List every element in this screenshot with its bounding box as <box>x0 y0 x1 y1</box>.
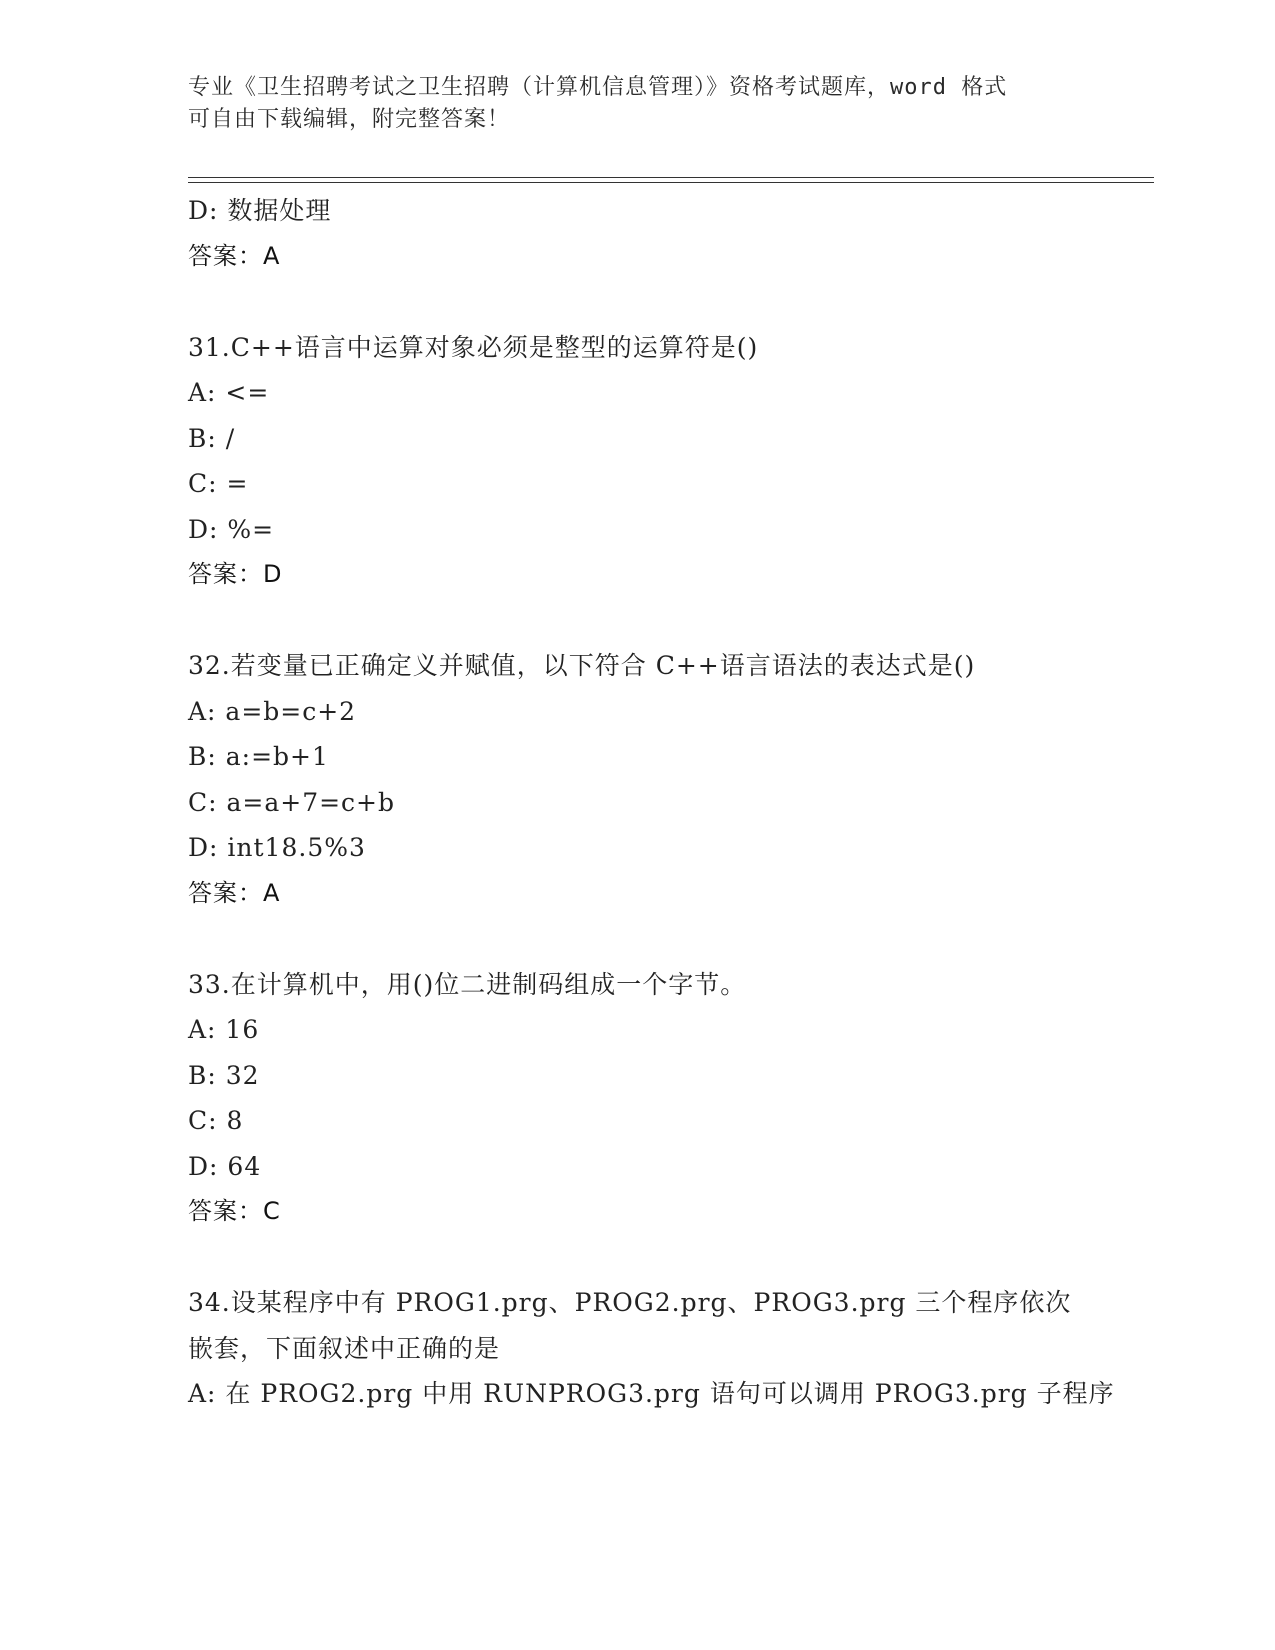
option-b: B: a:=b+1 <box>188 742 329 771</box>
option-a: A: <= <box>188 378 270 407</box>
prev-answer: 答案：A <box>188 241 281 270</box>
spacer <box>188 916 1128 962</box>
question-31 <box>188 325 1128 598</box>
question-stem: 33.在计算机中，用()位二进制码组成一个字节。 <box>188 969 747 999</box>
answer: 答案：A <box>188 878 281 907</box>
option-a: A: a=b=c+2 <box>188 696 357 726</box>
question-33 <box>188 962 1128 1235</box>
answer: 答案：D <box>188 560 283 588</box>
question-34 <box>188 1280 1128 1417</box>
spacer <box>188 1235 1128 1281</box>
option-d: D: %= <box>188 514 275 544</box>
header-line-2: 可自由下载编辑，附完整答案！ <box>188 107 511 132</box>
option-a: A: 在 PROG2.prg 中用 RUNPROG3.prg 语句可以调用 PROG3.prg 子程序 <box>188 1379 1115 1408</box>
option-c: C: = <box>188 469 249 498</box>
question-32 <box>188 643 1128 916</box>
option-d: D: 64 <box>188 1151 262 1181</box>
question-stem: 34.设某程序中有 PROG1.prg、PROG2.prg、PROG3.prg 三个程序依次嵌套，下面叙述中正确的是 <box>188 1288 1072 1363</box>
answer: 答案：C <box>188 1197 281 1225</box>
header-line-1: 专业《卫生招聘考试之卫生招聘（计算机信息管理）》资格考试题库，word 格式 <box>188 75 1008 100</box>
option-b: B: / <box>188 423 236 453</box>
option-d: D: int18.5%3 <box>188 833 366 862</box>
option-b: B: 32 <box>188 1060 260 1090</box>
option-c: C: a=a+7=c+b <box>188 787 396 817</box>
header-divider-bottom <box>188 182 1154 183</box>
question-stem: 32.若变量已正确定义并赋值，以下符合 C++语言语法的表达式是() <box>188 651 976 680</box>
question-stem: 31.C++语言中运算对象必须是整型的运算符是() <box>188 332 759 362</box>
question-list <box>188 188 1128 1417</box>
option-c: C: 8 <box>188 1106 244 1135</box>
header-divider-top <box>188 177 1154 178</box>
option-a: A: 16 <box>188 1015 260 1044</box>
spacer <box>188 279 1128 325</box>
spacer <box>188 598 1128 644</box>
prev-option-d: D: 数据处理 <box>188 196 332 225</box>
document-header <box>188 72 1088 136</box>
